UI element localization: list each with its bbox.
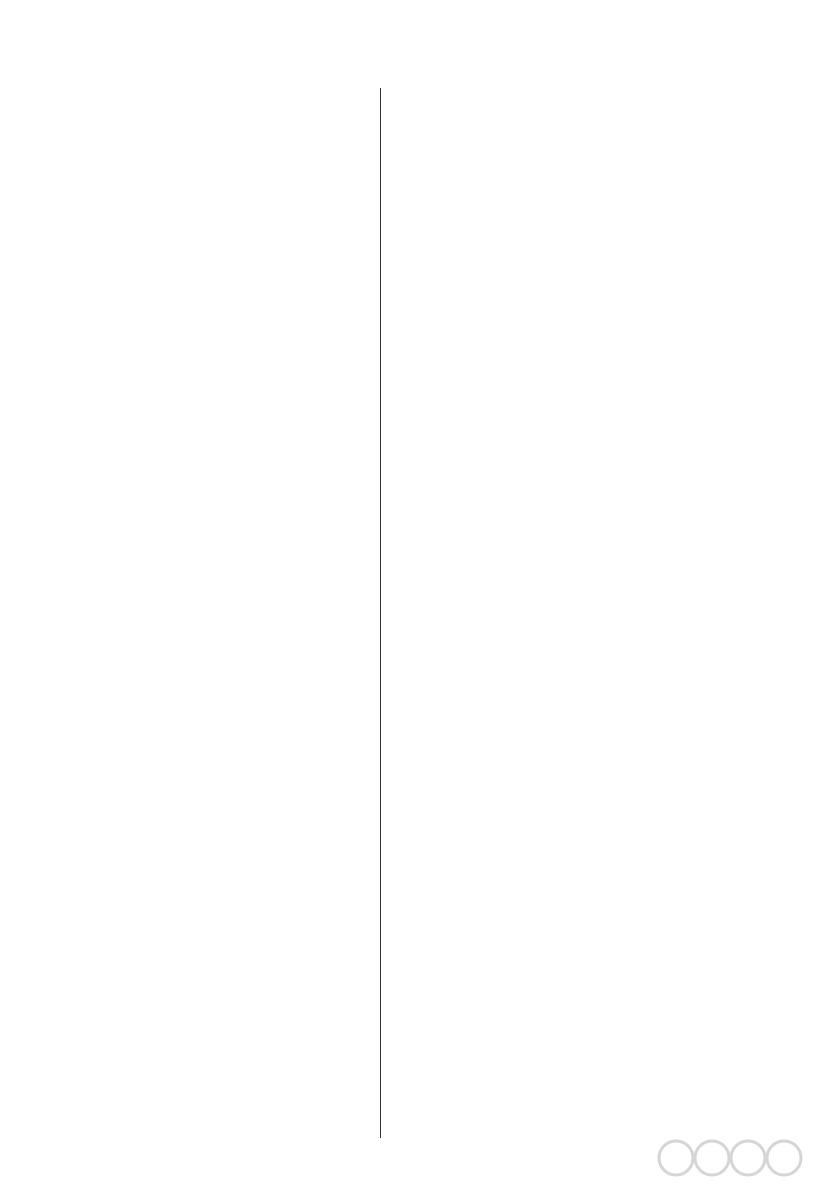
column-divider (380, 88, 381, 1138)
right-column (392, 86, 736, 92)
watermark-logo (654, 1134, 804, 1190)
